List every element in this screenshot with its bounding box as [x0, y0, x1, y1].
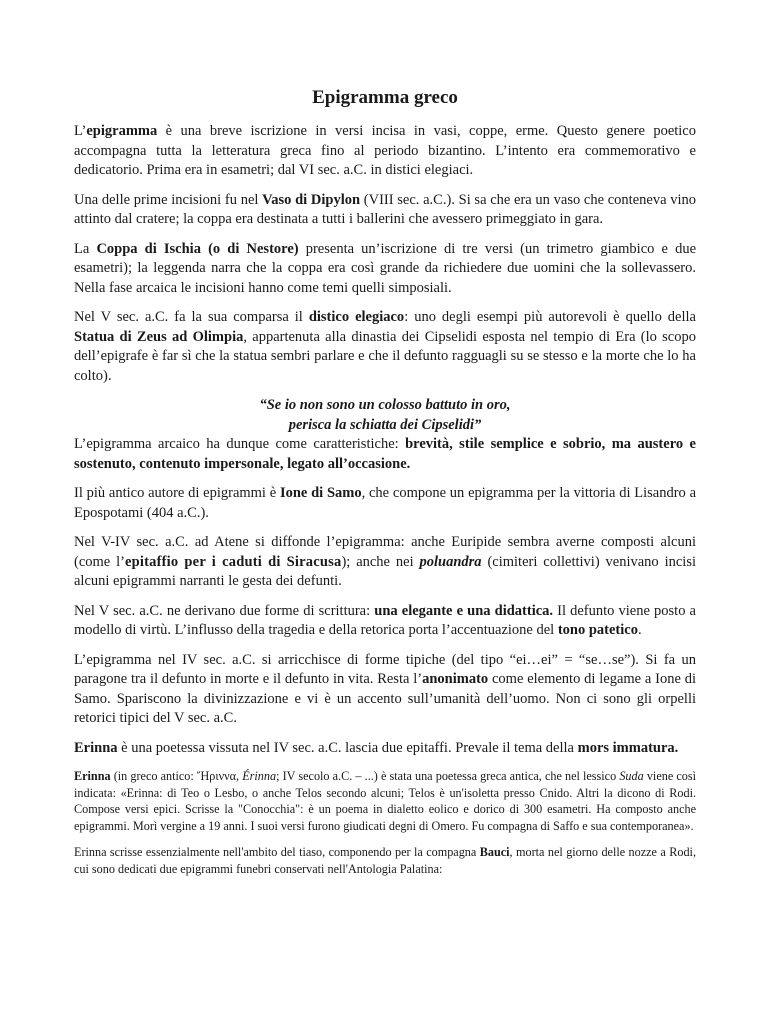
paragraph-intro	[74, 122, 696, 181]
text-run: Una delle prime incisioni fu nel	[74, 191, 263, 208]
text-run: Il defunto viene posto a modello di virtù. L’influsso della tragedia e della retorica porta l’accentuazione del	[74, 602, 696, 638]
term-erinna: Erinna	[74, 769, 111, 783]
term-statua-zeus: Statua di Zeus ad Olimpia	[74, 328, 244, 345]
quote-line-1: “Se io non sono un colosso battuto in oro,	[259, 397, 511, 413]
text-run: è una breve iscrizione in versi incisa in vasi, coppe, erme. Questo genere poetico accompagna tutta la letteratura greca fino al periodo bizantino. L’intento era commemorativo e dedicatorio. Prima era in esametri; dal VI sec. a.C. in distici elegiaci.	[74, 123, 696, 178]
text-run: L’epigramma nel IV sec. a.C. si arricchisce di forme tipiche (del tipo “ei…ei” = “se…se”). Si fa un paragone tra il defunto in morte e il defunto in vita. Resta l’	[74, 651, 696, 687]
term-coppa-ischia: Coppa di Ischia (o di Nestore)	[96, 240, 299, 257]
text-run: .	[637, 622, 642, 638]
term-bauci: Bauci	[479, 845, 510, 860]
term-distico-elegiaco: distico elegiaco	[308, 309, 405, 325]
quote-block	[74, 396, 696, 435]
term-mors-immatura: mors immatura.	[577, 739, 679, 756]
paragraph-dipylon	[74, 191, 696, 230]
page-title: Epigramma greco	[312, 87, 458, 108]
term-poluandra: poluandra	[419, 553, 482, 570]
term-epitaffio: epitaffio per i caduti di Siracusa	[124, 553, 342, 570]
term-ione-di-samo: Ione di Samo	[279, 485, 362, 501]
term-vaso-dipylon: Vaso di Dipylon	[262, 191, 361, 208]
term-anonimato: anonimato	[422, 671, 489, 687]
paragraph-forme	[74, 602, 696, 641]
text-run: ); anche nei	[341, 553, 420, 570]
greek-name: Ἤριννα	[196, 769, 237, 783]
term-suda: Suda	[619, 769, 644, 783]
paragraph-erinna-bio	[74, 768, 696, 834]
paragraph-ione	[74, 484, 696, 523]
text-run: è una poetessa vissuta nel IV sec. a.C. lascia due epitaffi. Prevale il tema della	[117, 739, 578, 756]
text-run: Nel V sec. a.C. ne derivano due forme di scrittura:	[74, 602, 375, 619]
text-run: L’	[74, 123, 87, 139]
text-run: viene così indicata: «Erinna: di Teo o Lesbo, o anche Telos secondo alcuni; Telos è un'isoletta presso Cnido. Altri la dicono di Rodi. Compose versi epici. Scrisse la "Conocchia": è un poema in dialetto eolico e dorico di 300 esametri. Ha composto anche epigrammi. Morì vergine a 19 anni. I suoi versi furono giudicati degni di Omero. Fu compagna di Saffo e sua contemporanea».	[74, 769, 696, 833]
paragraph-erinna	[74, 739, 696, 759]
text-run: ,	[236, 769, 243, 783]
text-run: , che compone un epigramma per la vittoria di Lisandro a Epospotami (404 a.C.).	[74, 485, 696, 521]
paragraph-distico	[74, 308, 696, 386]
paragraph-atene	[74, 533, 696, 592]
term-erinna: Erinna	[74, 739, 118, 756]
text-run: (in greco antico:	[110, 769, 197, 783]
text-run: Nel V sec. a.C. fa la sua comparsa il	[74, 309, 309, 325]
term-elegante-didattica: una elegante e una didattica.	[374, 602, 554, 619]
latin-name: Érinna	[242, 769, 277, 783]
text-run: come elemento di legame a Ione di Samo. Spariscono la divinizzazione e vi è un accento sull’umanità dell’uomo. Non ci sono gli orpelli retorici tipici del V sec. a.C.	[74, 671, 696, 726]
paragraph-caratteristiche	[74, 435, 696, 474]
text-run: (VIII sec. a.C.). Si sa che era un vaso che conteneva vino attinto dal cratere; la coppa era destinata a tutti i ballerini che avessero primeggiato in gara.	[74, 191, 696, 227]
text-run: L’epigramma arcaico ha dunque come caratteristiche:	[74, 436, 406, 452]
term-caratteristiche: brevità, stile semplice e sobrio, ma austero e sostenuto, contenuto impersonale, legato all’occasione.	[74, 436, 696, 472]
text-run: ; IV secolo a.C. – ...) è stata una poetessa greca antica, che nel lessico	[276, 769, 620, 783]
text-run: Erinna scrisse essenzialmente nell'ambito del tiaso, componendo per la compagna	[74, 845, 480, 860]
text-run: presenta un’iscrizione di tre versi (un trimetro giambico e due esametri); la leggenda narra che la coppa era così grande da richiedere due uomini che la sollevassero. Nella fase arcaica le incisioni hanno come temi quelli simposiali.	[74, 240, 697, 296]
paragraph-erinna-tiaso	[74, 844, 696, 877]
text-run: , appartenuta alla dinastia dei Cipselidi esposta nel tempio di Era (lo scopo dell’epigrafe è far sì che la statua sembri parlare e che il defunto ragguagli su se stesso e la morte che lo ha colto).	[74, 328, 696, 384]
term-tono-patetico: tono patetico	[557, 622, 638, 638]
text-run: Nel V-IV sec. a.C. ad Atene si diffonde l’epigramma: anche Euripide sembra averne composti alcuni (come l’	[74, 534, 696, 570]
text-run: (cimiteri collettivi) venivano incisi alcuni epigrammi narranti le gesta dei defunti.	[74, 553, 696, 589]
term-epigramma: epigramma	[86, 123, 158, 139]
paragraph-ischia	[74, 240, 696, 299]
paragraph-iv-secolo	[74, 651, 696, 729]
text-run: , morta nel giorno delle nozze a Rodi, cui sono dedicati due epigrammi funebri conservati nell'Antologia Palatina:	[74, 845, 696, 876]
text-run: : uno degli esempi più autorevoli è quello della	[404, 309, 696, 325]
text-run: Il più antico autore di epigrammi è	[74, 485, 280, 501]
text-run: La	[74, 240, 97, 257]
quote-line-2: perisca la schiatta dei Cipselidi”	[288, 416, 482, 433]
